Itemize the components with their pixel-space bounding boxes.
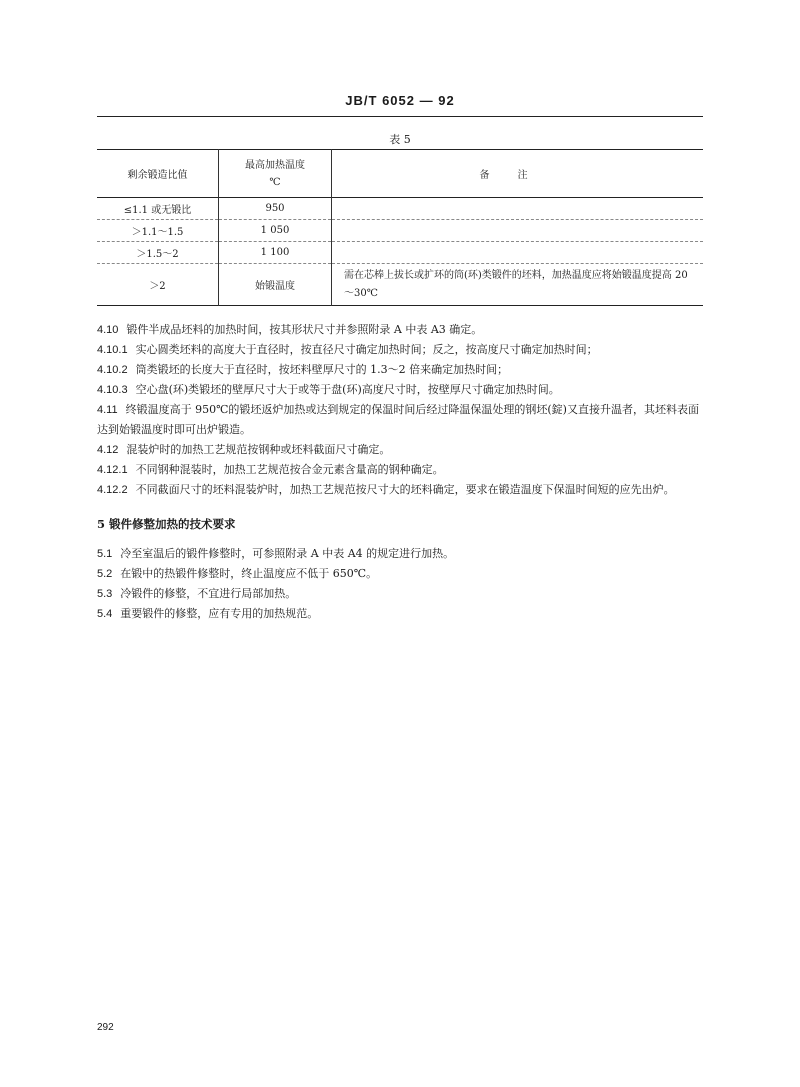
clause-text: 冷锻件的修整，不宜进行局部加热。 xyxy=(120,587,297,600)
clause-5-2 xyxy=(97,564,703,584)
header-rule xyxy=(97,116,703,117)
clause-4-10-2 xyxy=(97,360,703,380)
clause-5-3 xyxy=(97,584,703,604)
clause-text: 混装炉时的加热工艺规范按钢种或坯料截面尺寸确定。 xyxy=(126,443,391,456)
header-remarks: 备注 xyxy=(479,170,556,181)
clause-text: 筒类锻坯的长度大于直径时，按坯料壁厚尺寸的 1.3～2 倍来确定加热时间； xyxy=(135,363,509,376)
cell-max-temperature: 950 xyxy=(219,198,332,220)
header-max-temperature xyxy=(219,150,332,198)
clause-4-11 xyxy=(97,400,703,440)
clause-5-4 xyxy=(97,604,703,624)
cell-remark xyxy=(332,220,704,242)
clause-text: 锻件半成品坯料的加热时间，按其形状尺寸并参照附录 A 中表 A3 确定。 xyxy=(126,323,483,336)
page-number: 292 xyxy=(97,1022,114,1033)
cell-remark xyxy=(332,264,704,306)
clause-4-12-2 xyxy=(97,480,703,500)
clause-number: 4.12.2 xyxy=(97,484,128,496)
cell-remark xyxy=(332,242,704,264)
heating-temperature-table xyxy=(97,149,703,306)
clause-number: 5.1 xyxy=(97,548,113,560)
clause-text: 空心盘(环)类锻坯的壁厚尺寸大于或等于盘(环)高度尺寸时，按壁厚尺寸确定加热时间。 xyxy=(135,383,560,396)
clause-text: 在锻中的热锻件修整时，终止温度应不低于 650℃。 xyxy=(120,567,378,580)
clause-number: 4.10.1 xyxy=(97,344,128,356)
cell-remark xyxy=(332,198,704,220)
clause-number: 4.10 xyxy=(97,324,119,336)
clause-4-10-1 xyxy=(97,340,703,360)
cell-forging-ratio: ＞2 xyxy=(97,264,219,306)
clause-text: 不同钢种混装时，加热工艺规范按合金元素含量高的钢种确定。 xyxy=(135,463,444,476)
clause-4-12-1 xyxy=(97,460,703,480)
clause-number: 4.12.1 xyxy=(97,464,128,476)
cell-forging-ratio: ＞1.1～1.5 xyxy=(97,220,219,242)
clause-text: 冷至室温后的锻件修整时，可参照附录 A 中表 A4 的规定进行加热。 xyxy=(120,547,455,560)
table-row xyxy=(97,220,703,242)
cell-max-temperature: 1 100 xyxy=(219,242,332,264)
document-code-header: JB/T 6052 — 92 xyxy=(345,93,455,108)
clause-4-10-3 xyxy=(97,380,703,400)
header-temperature-unit: ℃ xyxy=(269,176,281,188)
clause-number: 5.2 xyxy=(97,568,113,580)
cell-max-temperature: 1 050 xyxy=(219,220,332,242)
cell-max-temperature: 始锻温度 xyxy=(219,264,332,306)
section-5-heading: 5 锻件修整加热的技术要求 xyxy=(97,517,236,531)
clause-5-1 xyxy=(97,544,703,564)
clause-number: 4.10.2 xyxy=(97,364,128,376)
clause-text: 终锻温度高于 950℃的锻坯返炉加热或达到规定的保温时间后经过降温保温处理的钢坯(錠)又直接升温者，其坯料表面达到始锻温度时即可出炉锻造。 xyxy=(97,403,699,436)
document-body xyxy=(97,320,703,624)
cell-forging-ratio: ＞1.5～2 xyxy=(97,242,219,264)
clause-number: 4.10.3 xyxy=(97,384,128,396)
clause-4-12 xyxy=(97,440,703,460)
table-header-row xyxy=(97,150,703,198)
clause-number: 5.4 xyxy=(97,608,113,620)
clause-number: 4.11 xyxy=(97,404,118,416)
clause-4-10 xyxy=(97,320,703,340)
header-forging-ratio: 剩余锻造比值 xyxy=(97,150,219,198)
clause-text: 重要锻件的修整，应有专用的加热规范。 xyxy=(120,607,319,620)
clause-number: 5.3 xyxy=(97,588,113,600)
table-row xyxy=(97,198,703,220)
clause-text: 实心圆类坯料的高度大于直径时，按直径尺寸确定加热时间；反之，按高度尺寸确定加热时间； xyxy=(135,343,598,356)
table-title: 表 5 xyxy=(389,133,411,146)
cell-forging-ratio: ≤1.1 或无锻比 xyxy=(97,198,219,220)
clause-number: 4.12 xyxy=(97,444,119,456)
clause-text: 不同截面尺寸的坯料混装炉时，加热工艺规范按尺寸大的坯料确定，要求在锻造温度下保温时间短的应先出炉。 xyxy=(135,483,675,496)
remark-text: 需在芯棒上拔长或扩环的筒(环)类锻件的坯料，加热温度应将始锻温度提高 20～30℃ xyxy=(344,269,688,299)
header-max-temperature-label: 最高加热温度 xyxy=(245,159,305,171)
table-row xyxy=(97,264,703,306)
table-row xyxy=(97,242,703,264)
